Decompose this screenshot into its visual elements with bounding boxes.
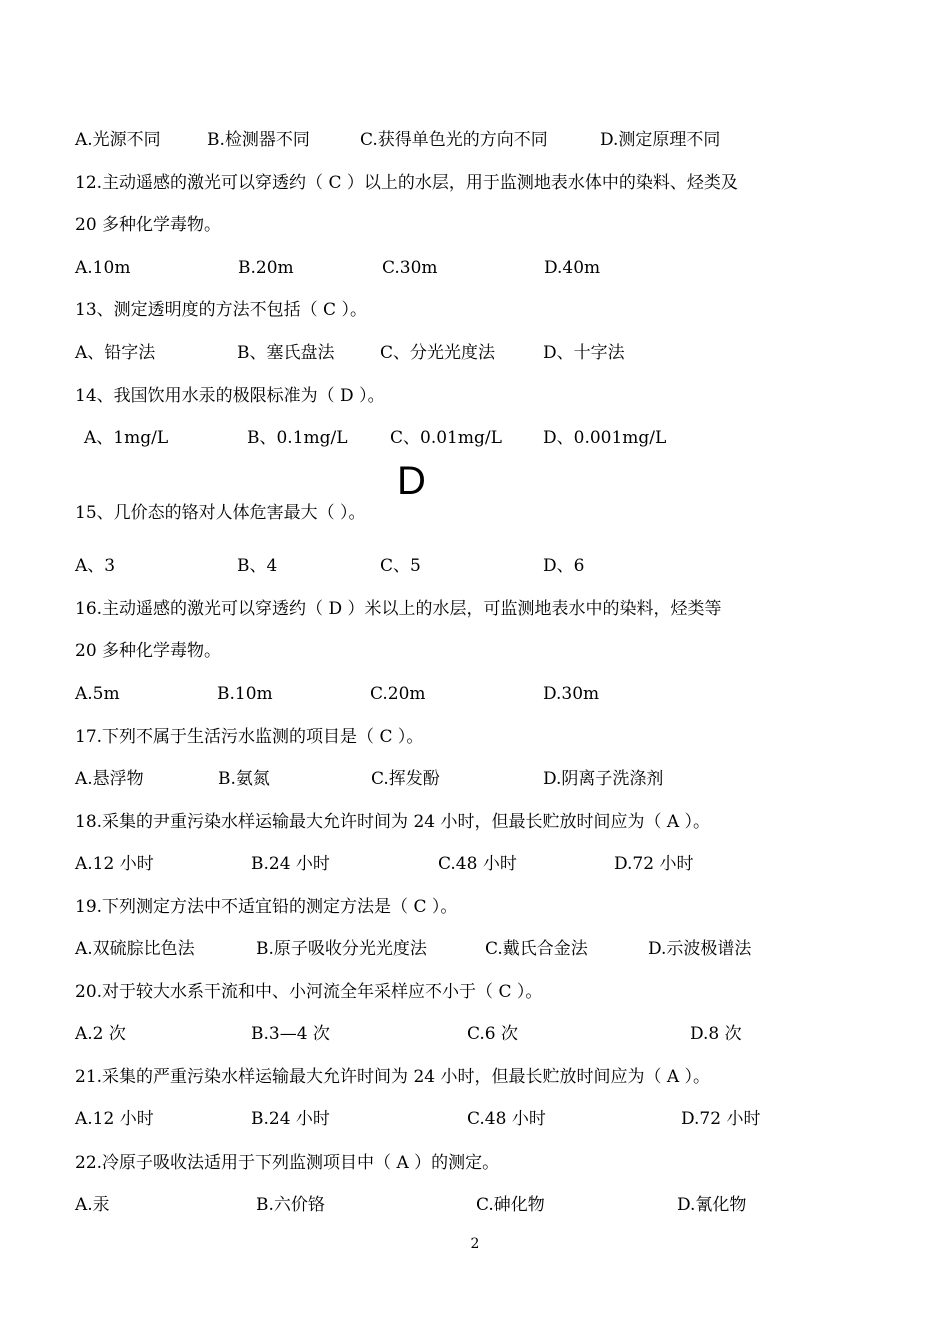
q11-option-c: C.获得单色光的方向不同 [360,130,548,150]
q16-stem-line2: 20 多种化学毒物。 [75,641,222,661]
q14-option-c: C、0.01mg/L [390,428,502,448]
q17-option-a: A.悬浮物 [75,769,144,789]
q15-answer-mark: D [397,459,426,503]
q21-stem: 21.采集的严重污染水样运输最大允许时间为 24 小时，但最长贮放时间应为（ A ）。 [75,1067,711,1087]
q15-option-d: D、6 [543,556,585,576]
q19-option-b: B.原子吸收分光光度法 [256,939,427,959]
q20-option-a: A.2 次 [75,1024,126,1044]
q13-stem: 13、测定透明度的方法不包括（ C ）。 [75,300,367,320]
q11-option-b: B.检测器不同 [207,130,310,150]
q12-stem-line2: 20 多种化学毒物。 [75,215,222,235]
q13-option-d: D、十字法 [543,343,625,363]
q19-option-c: C.戴氏合金法 [485,939,588,959]
q11-option-d: D.测定原理不同 [600,130,721,150]
q15-option-b: B、4 [237,556,278,576]
q19-option-a: A.双硫腙比色法 [75,939,195,959]
q21-option-a: A.12 小时 [75,1109,154,1129]
q14-option-a: A、1mg/L [84,428,169,448]
q19-option-d: D.示波极谱法 [648,939,752,959]
q17-option-d: D.阴离子洗涤剂 [543,769,664,789]
q18-option-b: B.24 小时 [251,854,330,874]
q17-option-b: B.氨氮 [218,769,270,789]
q13-option-b: B、塞氏盘法 [237,343,335,363]
q21-option-d: D.72 小时 [681,1109,761,1129]
q18-option-c: C.48 小时 [438,854,517,874]
q14-stem: 14、我国饮用水汞的极限标准为（ D ）。 [75,386,385,406]
q17-option-c: C.挥发酚 [371,769,440,789]
q20-option-d: D.8 次 [690,1024,742,1044]
q19-stem: 19.下列测定方法中不适宜铅的测定方法是（ C ）。 [75,897,458,917]
q18-stem: 18.采集的尹重污染水样运输最大允许时间为 24 小时，但最长贮放时间应为（ A ）。 [75,812,711,832]
q17-stem: 17.下列不属于生活污水监测的项目是（ C ）。 [75,727,424,747]
q12-stem-line1: 12.主动遥感的激光可以穿透约（ C ）以上的水层，用于监测地表水体中的染料、烃类及 [75,173,738,193]
q13-option-a: A、铅字法 [75,343,156,363]
q22-option-b: B.六价铬 [256,1195,325,1215]
q16-option-a: A.5m [75,684,120,704]
q16-stem-line1: 16.主动遥感的激光可以穿透约（ D ）米以上的水层，可监测地表水中的染料，烃类等 [75,599,722,619]
q16-option-d: D.30m [543,684,600,704]
q22-option-a: A.汞 [75,1195,110,1215]
q22-option-c: C.砷化物 [476,1195,545,1215]
q13-option-c: C、分光光度法 [380,343,496,363]
q11-option-a: A.光源不同 [75,130,161,150]
q22-stem: 22.冷原子吸收法适用于下列监测项目中（ A ）的测定。 [75,1153,500,1173]
q15-option-c: C、5 [380,556,421,576]
q15-option-a: A、3 [75,556,116,576]
q18-option-a: A.12 小时 [75,854,154,874]
q12-option-d: D.40m [544,258,601,278]
q20-stem: 20.对于较大水系干流和中、小河流全年采样应不小于（ C ）。 [75,982,543,1002]
q12-option-c: C.30m [382,258,438,278]
q16-option-c: C.20m [370,684,426,704]
q18-option-d: D.72 小时 [614,854,694,874]
q22-option-d: D.氰化物 [677,1195,747,1215]
q21-option-b: B.24 小时 [251,1109,330,1129]
q20-option-b: B.3—4 次 [251,1024,330,1044]
q15-stem: 15、几价态的铬对人体危害最大（ ）。 [75,503,366,523]
q12-option-b: B.20m [238,258,294,278]
page-number: 2 [470,1236,480,1252]
q20-option-c: C.6 次 [467,1024,519,1044]
q12-option-a: A.10m [75,258,131,278]
q21-option-c: C.48 小时 [467,1109,546,1129]
q16-option-b: B.10m [217,684,273,704]
q14-option-b: B、0.1mg/L [247,428,348,448]
q14-option-d: D、0.001mg/L [543,428,667,448]
